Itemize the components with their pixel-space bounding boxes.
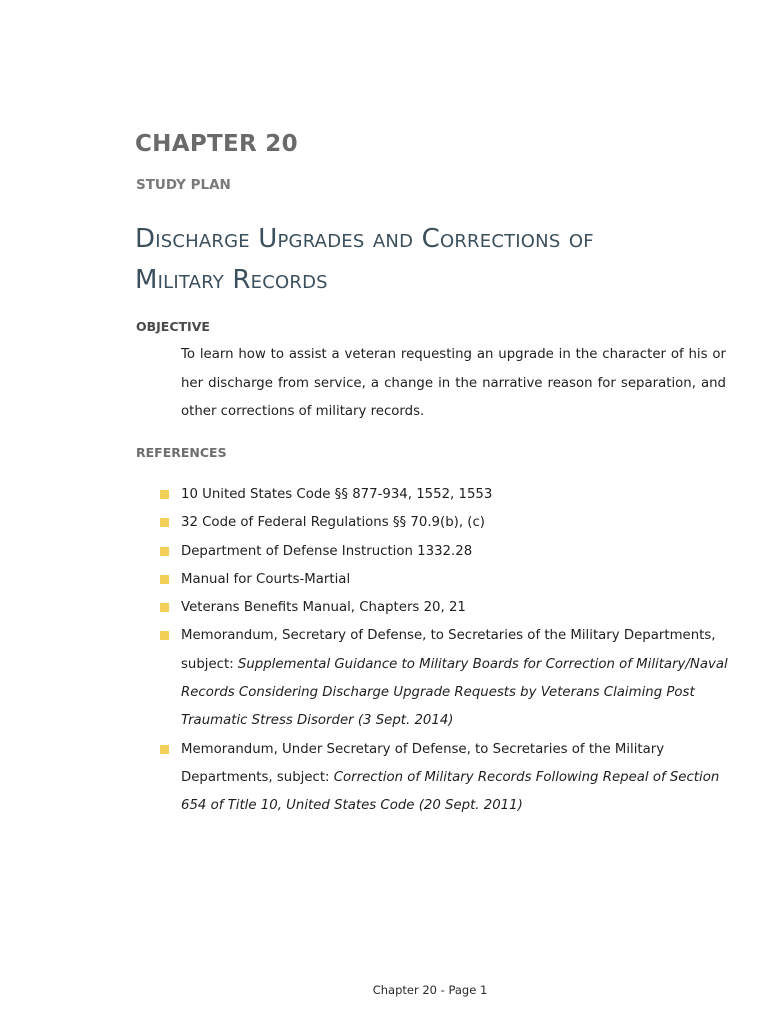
reference-item: [160, 622, 730, 735]
chapter-heading: CHAPTER 20: [135, 131, 298, 157]
reference-text: Department of Defense Instruction 1332.28: [181, 543, 473, 559]
reference-subject: Supplemental Guidance to Military Boards for Correction of Military/Naval Records Considering Discharge Upgrade Requests by Veterans Claiming Post Traumatic Stress Disorder (3 Sept. 2014): [181, 656, 728, 729]
reference-item: [160, 594, 730, 622]
title-line-2: Military Records: [135, 265, 328, 295]
objective-text: To learn how to assist a veteran requesting an upgrade in the character of his or her discharge from service, a change in the narrative reason for separation, and other corrections of military records.: [181, 347, 726, 419]
reference-text: Memorandum, Under Secretary of Defense, to Secretaries of the Military Departments, subject:: [181, 741, 665, 785]
reference-text: 10 United States Code §§ 877-934, 1552, 1553: [181, 487, 493, 502]
page-footer: Chapter 20 - Page 1: [372, 983, 488, 997]
reference-subject: Correction of Military Records Following Repeal of Section 654 of Title 10, United States Code (20 Sept. 2011): [181, 769, 720, 814]
reference-item: [160, 481, 730, 509]
reference-item: [160, 736, 730, 821]
reference-item: [160, 566, 730, 594]
reference-text: Veterans Benefits Manual, Chapters 20, 21: [181, 600, 466, 616]
square-bullet-icon: [160, 547, 169, 556]
reference-text: Manual for Courts-Martial: [181, 571, 351, 587]
square-bullet-icon: [160, 575, 169, 584]
square-bullet-icon: [160, 631, 169, 640]
page-title: [135, 219, 735, 301]
reference-text: Memorandum, Secretary of Defense, to Secretaries of the Military Departments, subject:: [181, 628, 716, 672]
objective-label: OBJECTIVE: [136, 319, 210, 334]
references-list: [160, 481, 730, 821]
square-bullet-icon: [160, 603, 169, 612]
title-line-1: Discharge Upgrades and Corrections of: [135, 224, 594, 254]
reference-item: [160, 538, 730, 566]
reference-item: [160, 509, 730, 537]
reference-text: 32 Code of Federal Regulations §§ 70.9(b), (c): [181, 515, 485, 531]
references-label: REFERENCES: [136, 445, 227, 460]
study-plan-label: STUDY PLAN: [136, 177, 231, 193]
square-bullet-icon: [160, 518, 169, 527]
square-bullet-icon: [160, 745, 169, 754]
square-bullet-icon: [160, 490, 169, 499]
